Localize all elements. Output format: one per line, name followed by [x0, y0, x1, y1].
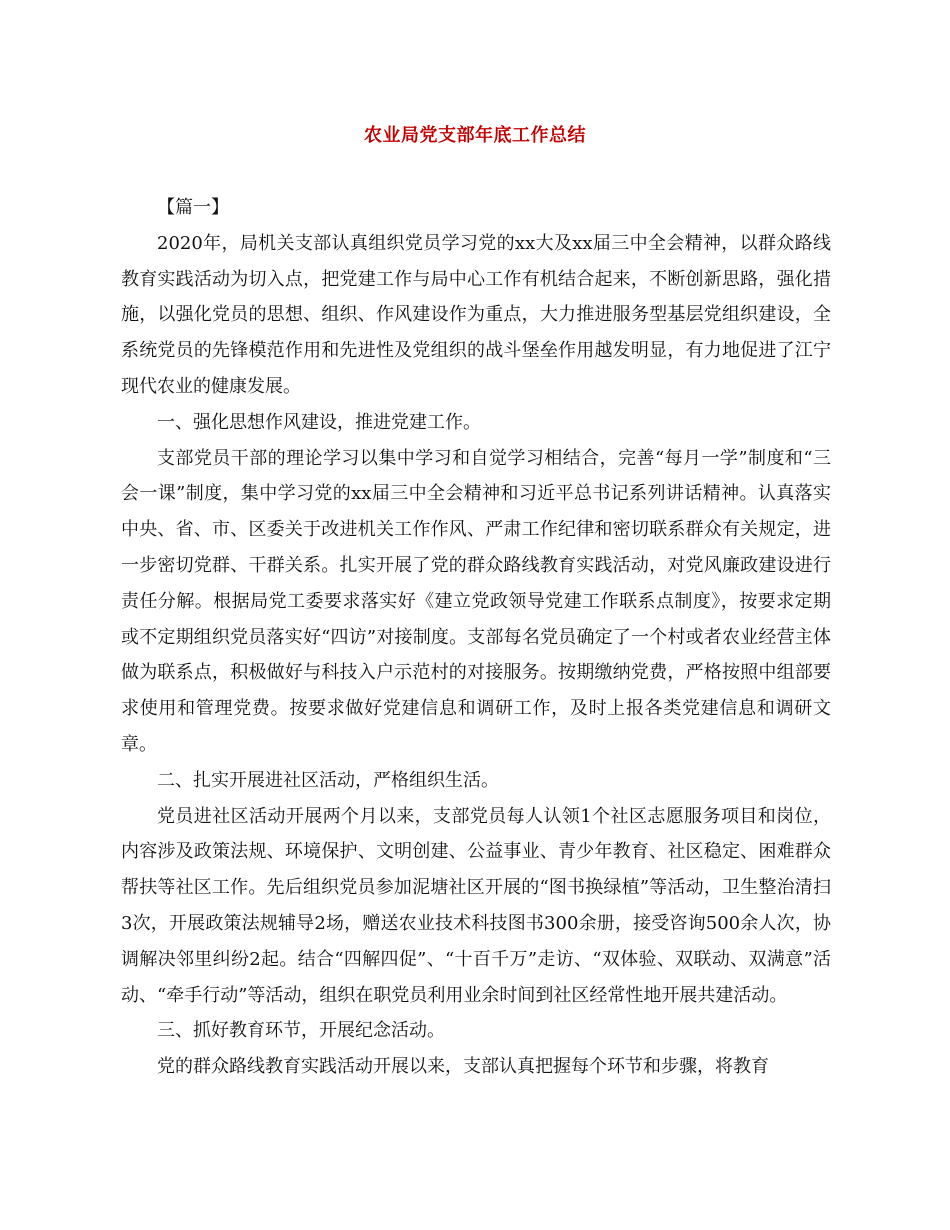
heading-one: 一、强化思想作风建设，推进党建工作。 — [157, 411, 481, 433]
paragraph-one: 支部党员干部的理论学习以集中学习和自觉学习相结合，完善“每月一学”制度和“三会一课”制度，集中学习党的xx届三中全会精神和习近平总书记系列讲话精神。认真落实中央、省、市、区委关于改进机关工作作风、严肃工作纪律和密切联系群众有关规定，进一步密切党群、干群关系。扎实开展了党的群众路线教育实践活动，对党风廉政建设进行责任分解。根据局党工委要求落实好《建立党政领导党建工作联系点制度》，按要求定期或不定期组织党员落实好“四访”对接制度。支部每名党员确定了一个村或者农业经营主体做为联系点，积极做好与科技入户示范村的对接服务。按期缴纳党费，严格按照中组部要求使用和管理党费。按要求做好党建信息和调研工作，及时上报各类党建信息和调研文章。 — [121, 447, 831, 755]
paragraph-three: 党的群众路线教育实践活动开展以来，支部认真把握每个环节和步骤，将教育 — [157, 1056, 769, 1078]
section-label: 【篇一】 — [157, 197, 229, 218]
document-body — [121, 190, 831, 1085]
heading-three: 三、抓好教育环节，开展纪念活动。 — [157, 1020, 445, 1042]
paragraph-two: 党员进社区活动开展两个月以来，支部党员每人认领1个社区志愿服务项目和岗位，内容涉及政策法规、环境保护、文明创建、公益事业、青少年教育、社区稳定、困难群众帮扶等社区工作。先后组织党员参加泥塘社区开展的“图书换绿植”等活动，卫生整治清扫3次，开展政策法规辅导2场，赠送农业技术科技图书300余册，接受咨询500余人次，协调解决邻里纠纷2起。结合“四解四促”、“十百千万”走访、“双体验、双联动、双满意”活动、“牵手行动”等活动，组织在职党员利用业余时间到社区经常性地开展共建活动。 — [121, 805, 831, 1006]
document-title: 农业局党支部年底工作总结 — [364, 125, 586, 146]
heading-two: 二、扎实开展进社区活动，严格组织生活。 — [157, 769, 499, 791]
paragraph-intro: 2020年，局机关支部认真组织党员学习党的xx大及xx届三中全会精神，以群众路线教育实践活动为切入点，把党建工作与局中心工作有机结合起来，不断创新思路，强化措施，以强化党员的思想、组织、作风建设作为重点，大力推进服务型基层党组织建设，全系统党员的先锋模范作用和先进性及党组织的战斗堡垒作用越发明显，有力地促进了江宁现代农业的健康发展。 — [121, 232, 831, 397]
